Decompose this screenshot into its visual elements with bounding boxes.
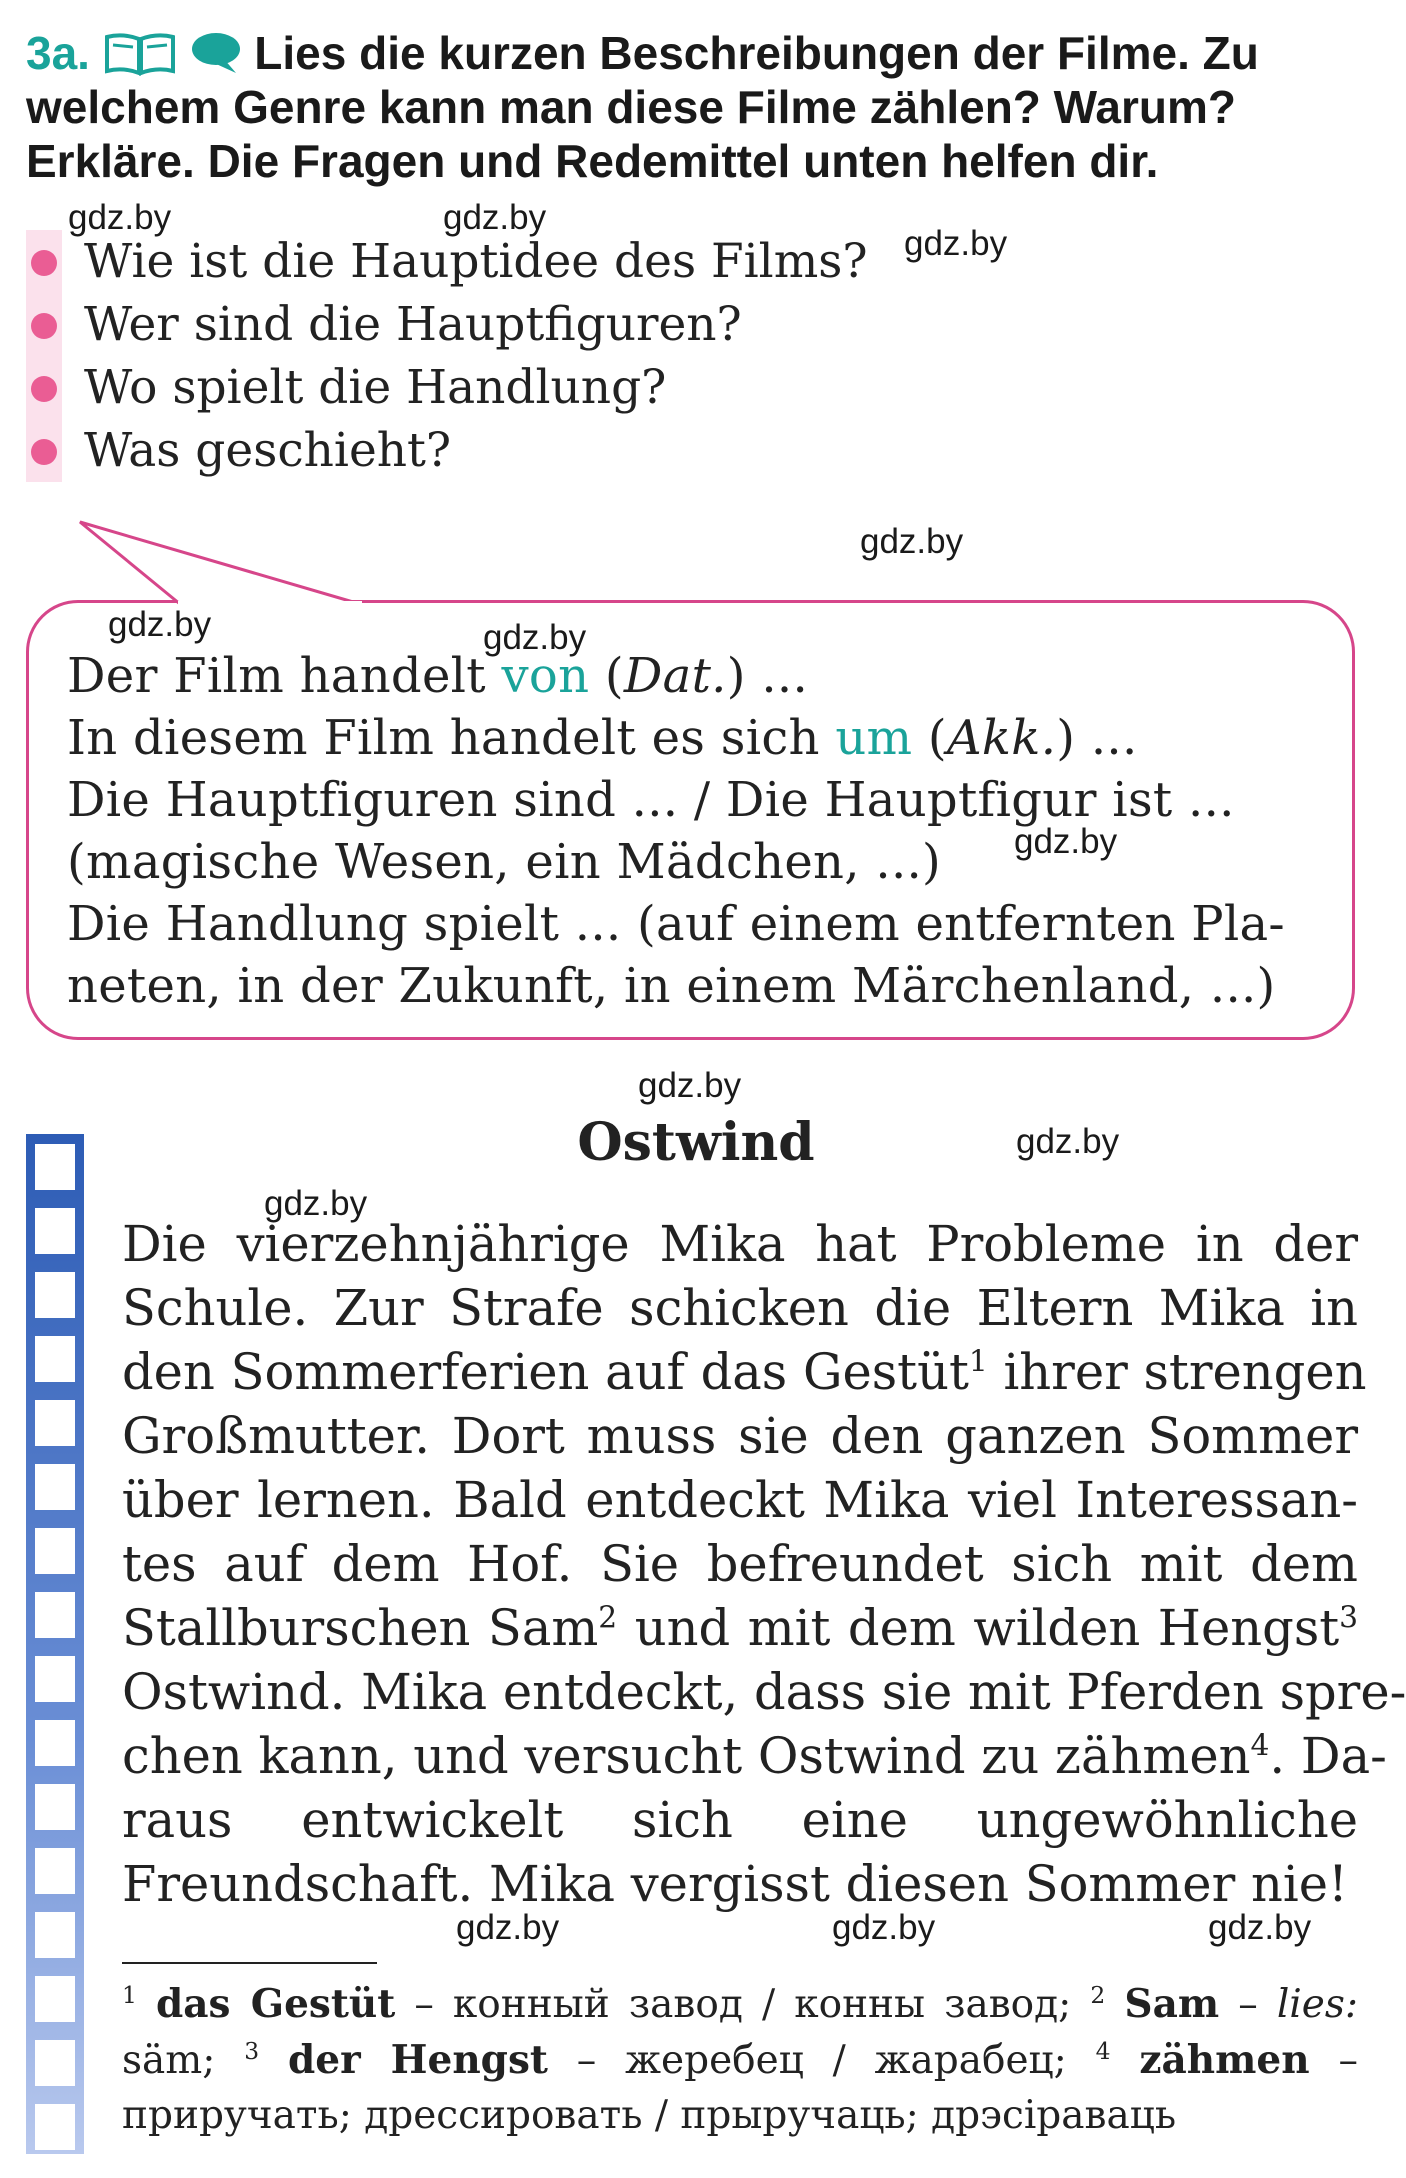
- case-label: Dat.: [623, 648, 727, 704]
- bullet-icon: [31, 250, 57, 276]
- film-strip-hole: [35, 1464, 75, 1510]
- story-text-part: und mit dem wilden Hengst: [617, 1599, 1340, 1657]
- bullet-icon: [31, 376, 57, 402]
- film-strip-hole: [35, 1144, 75, 1190]
- watermark: gdz.by: [483, 618, 587, 657]
- watermark: gdz.by: [1016, 1122, 1120, 1161]
- film-strip-hole: [35, 1720, 75, 1766]
- question-item: [26, 230, 926, 293]
- question-list: [26, 230, 926, 482]
- story-line: Freundschaft. Mika vergisst diesen Sommer nie!: [122, 1855, 1348, 1913]
- bullet-icon: [31, 313, 57, 339]
- phrase-line: (magische Wesen, ein Mädchen, ...): [67, 834, 942, 890]
- footnote-line: приручать; дрессировать / прыручаць; дрэсіраваць: [122, 2093, 1177, 2138]
- footnote-translation: – жеребец / жарабец;: [547, 2038, 1096, 2083]
- film-strip-icon: [26, 1134, 84, 2154]
- watermark: gdz.by: [832, 1908, 936, 1947]
- story-line: Die vierzehnjährige Mika hat Probleme in der: [122, 1215, 1358, 1273]
- story-line: über lernen. Bald entdeckt Mika viel Interessan-: [122, 1471, 1358, 1529]
- story-line: [122, 1340, 1367, 1404]
- footnote-ref: 1: [968, 1344, 988, 1380]
- watermark: gdz.by: [456, 1908, 560, 1947]
- question-item: [26, 356, 926, 419]
- film-strip-hole: [35, 1912, 75, 1958]
- film-strip-hole: [35, 1336, 75, 1382]
- bullet-icon: [31, 439, 57, 465]
- story-line: tes auf dem Hof. Sie befreundet sich mit dem: [122, 1535, 1358, 1593]
- watermark: gdz.by: [860, 522, 964, 561]
- footnote-number: 3: [244, 2037, 260, 2065]
- film-strip-hole: [35, 1208, 75, 1254]
- story-line: [122, 1724, 1387, 1788]
- phrase-text: (: [589, 648, 624, 704]
- footnote-number: 1: [122, 1981, 137, 2009]
- phrase-line: [67, 645, 808, 707]
- phrase-text: Der Film handelt: [67, 648, 502, 704]
- case-label: Akk.: [946, 710, 1057, 766]
- book-icon: [103, 31, 177, 75]
- question-text: Wie ist die Hauptidee des Films?: [84, 234, 868, 289]
- watermark: gdz.by: [108, 605, 212, 644]
- footnote-number: 2: [1090, 1981, 1106, 2009]
- story-text-part: Stallburschen Sam: [122, 1599, 599, 1657]
- story-text-part: chen kann, und versucht Ostwind zu zähmen: [122, 1727, 1251, 1785]
- task-line-3: Erkläre. Die Fragen und Redemittel unten helfen dir.: [26, 135, 1159, 187]
- film-strip-hole: [35, 2040, 75, 2086]
- phrase-text: ) ...: [726, 648, 809, 704]
- task-text-1: Lies die kurzen Beschreibungen der Filme. Zu: [254, 27, 1259, 79]
- footnote-word: zähmen: [1139, 2037, 1310, 2083]
- footnote-line: [122, 1976, 1358, 2032]
- speech-bubble-icon: [190, 31, 242, 75]
- watermark: gdz.by: [264, 1184, 368, 1223]
- film-strip-hole: [35, 2104, 75, 2150]
- phrase-line: Die Handlung spielt ... (auf einem entfernten Pla-: [67, 896, 1285, 952]
- footnote-line: [122, 2032, 1358, 2088]
- story-line: Ostwind. Mika entdeckt, dass sie mit Pferden spre-: [122, 1663, 1406, 1721]
- story-line: Schule. Zur Strafe schicken die Eltern Mika in: [122, 1279, 1358, 1337]
- film-strip-hole: [35, 1656, 75, 1702]
- task-instruction: [26, 26, 1366, 188]
- question-text: Was geschieht?: [84, 423, 452, 478]
- footnote-translation: säm;: [122, 2038, 245, 2083]
- footnote-word: der Hengst: [288, 2037, 548, 2083]
- watermark: gdz.by: [68, 198, 172, 237]
- story-text-part: . Da-: [1269, 1727, 1387, 1785]
- watermark: gdz.by: [904, 224, 1008, 263]
- phrase-bubble: [26, 600, 1355, 1040]
- phrase-line: [67, 707, 1138, 769]
- film-strip-hole: [35, 1400, 75, 1446]
- watermark: gdz.by: [1208, 1908, 1312, 1947]
- film-strip-hole: [35, 1592, 75, 1638]
- watermark: gdz.by: [443, 198, 547, 237]
- footnote-number: 4: [1095, 2037, 1111, 2065]
- question-text: Wo spielt die Handlung?: [84, 360, 667, 415]
- footnote-note: lies:: [1276, 1982, 1358, 2027]
- phrase-text: (: [912, 710, 947, 766]
- phrase-text: In diesem Film handelt es sich: [67, 710, 836, 766]
- film-strip-hole: [35, 1976, 75, 2022]
- bubble-tail: [70, 512, 370, 606]
- footnote-ref: 3: [1339, 1600, 1359, 1636]
- story-text-part: ihrer strengen: [987, 1343, 1367, 1401]
- keyword: um: [835, 710, 913, 766]
- footnote-translation: – конный завод / конны завод;: [395, 1982, 1091, 2027]
- story-title: Ostwind: [577, 1112, 815, 1173]
- story-text-part: den Sommerferien auf das Gestüt: [122, 1343, 969, 1401]
- footnote-word: Sam: [1124, 1981, 1220, 2027]
- question-item: [26, 293, 926, 356]
- story-line: raus entwickelt sich eine ungewöhnliche: [122, 1791, 1358, 1849]
- task-number: 3a.: [26, 27, 90, 79]
- keyword: von: [501, 648, 590, 704]
- footnote-translation: –: [1219, 1982, 1277, 2027]
- task-line-1: [26, 26, 1366, 80]
- watermark: gdz.by: [1014, 822, 1118, 861]
- footnote-ref: 4: [1250, 1728, 1270, 1764]
- story-text: [122, 1212, 1406, 1916]
- film-strip-hole: [35, 1784, 75, 1830]
- phrase-line: neten, in der Zukunft, in einem Märchenland, ...): [67, 958, 1276, 1014]
- phrase-line: Die Hauptfiguren sind ... / Die Hauptfigur ist ...: [67, 772, 1235, 828]
- film-strip-hole: [35, 1272, 75, 1318]
- footnote-ref: 2: [598, 1600, 618, 1636]
- footnotes: [122, 1976, 1358, 2144]
- footnote-word: das Gestüt: [156, 1981, 396, 2027]
- story-line: [122, 1596, 1358, 1660]
- phrase-text: ) ...: [1056, 710, 1138, 766]
- question-text: Wer sind die Hauptfiguren?: [84, 297, 742, 352]
- question-item: [26, 419, 926, 482]
- footnote-divider: [122, 1962, 377, 1964]
- footnote-translation: –: [1309, 2038, 1358, 2083]
- watermark: gdz.by: [638, 1066, 742, 1105]
- story-line: Großmutter. Dort muss sie den ganzen Sommer: [122, 1407, 1358, 1465]
- film-strip-hole: [35, 1528, 75, 1574]
- film-strip-hole: [35, 1848, 75, 1894]
- task-line-2: welchem Genre kann man diese Filme zählen? Warum?: [26, 81, 1236, 133]
